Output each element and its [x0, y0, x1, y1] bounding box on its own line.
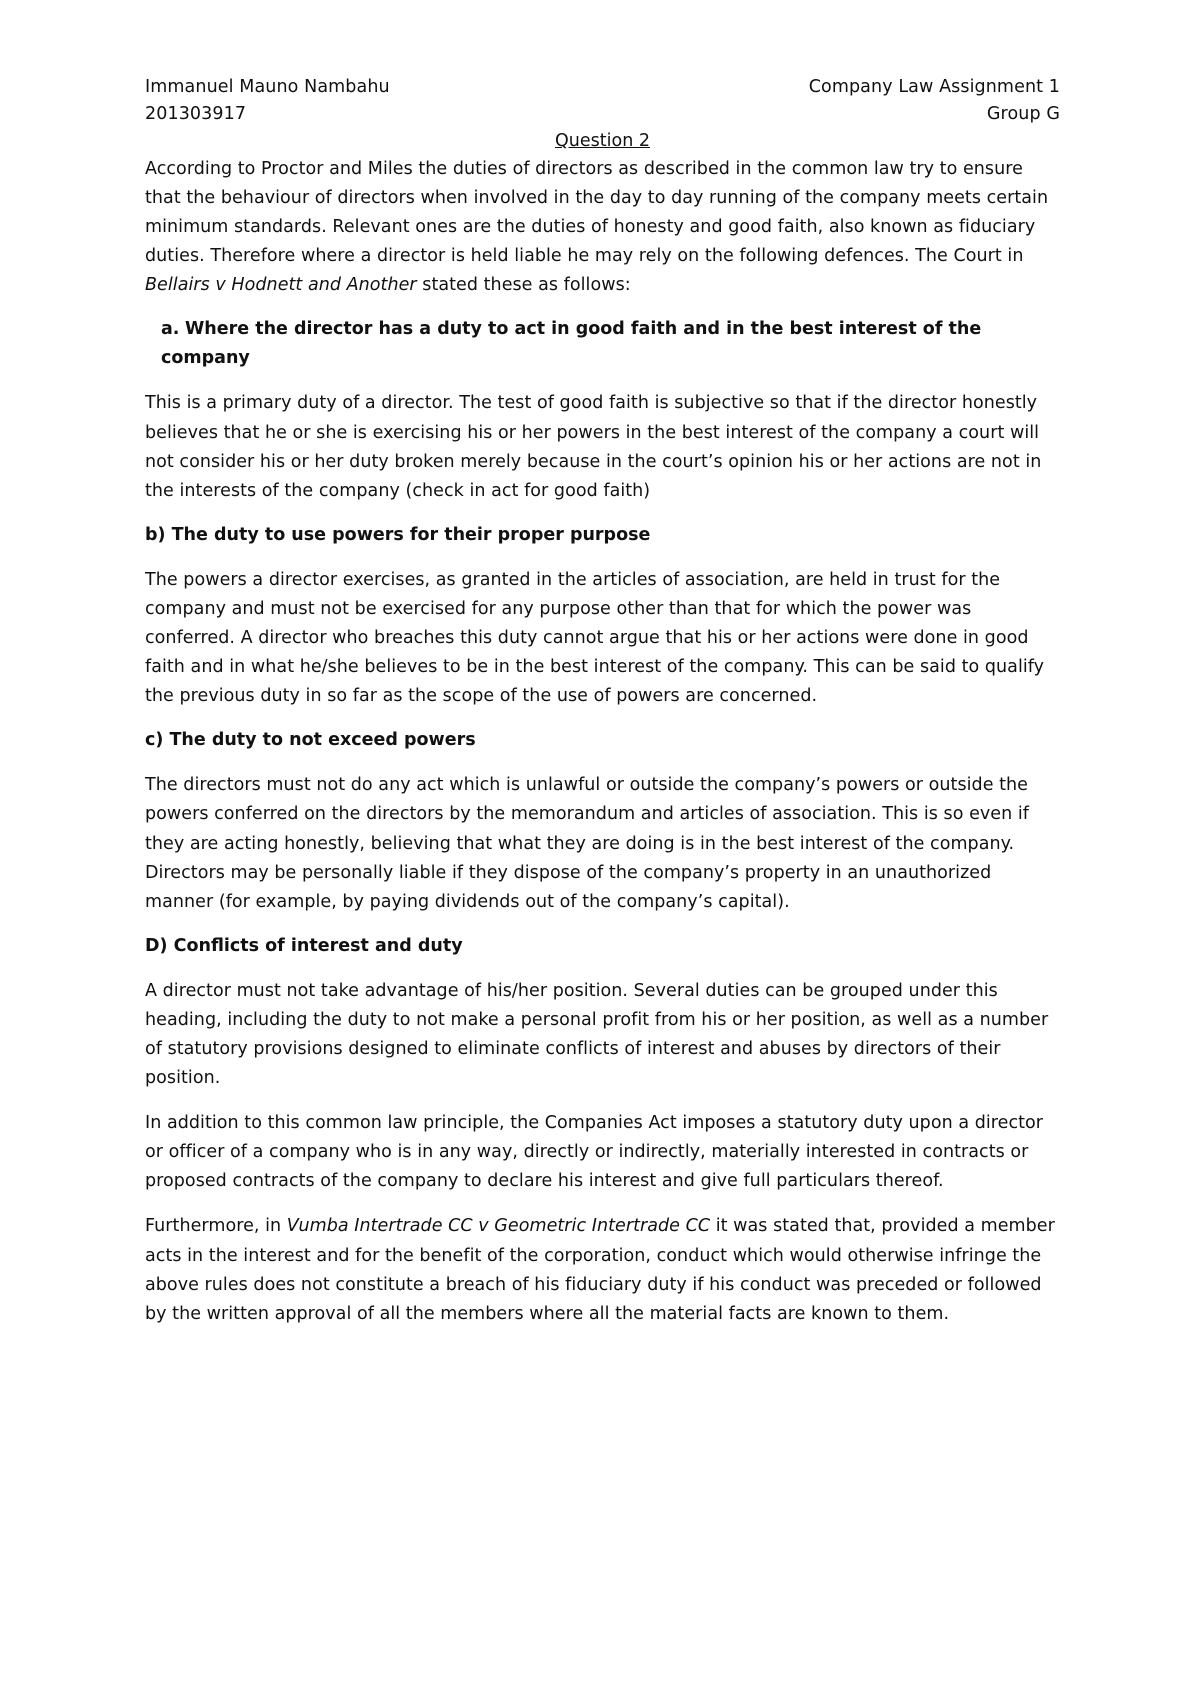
section-b-body: The powers a director exercises, as granted in the articles of association, are held in trust for the company and must not be exercised for any purpose other than that for which the power was conferred. A director who breaches this duty cannot argue that his or her actions were done in good faith and in what he/she believes to be in the best interest of the company. This can be said to qualify the previous duty in so far as the scope of the use of powers are concerned. [145, 569, 1045, 707]
header-line-1 [145, 74, 1060, 101]
intro-paragraph [145, 155, 1060, 300]
header-line-2 [145, 101, 1060, 128]
section-a-body: This is a primary duty of a director. The test of good faith is subjective so that if the director honestly believes that he or she is exercising his or her powers in the best interest of the company a court will not consider his or her duty broken merely because in the court’s opinion his or her actions are not in the interests of the company (check in act for good faith) [145, 393, 1042, 501]
section-d-body-3-text-1: Furthermore, in [145, 1216, 287, 1237]
section-c-heading: c) The duty to not exceed powers [145, 730, 476, 751]
section-c-body: The directors must not do any act which is unlawful or outside the company’s powers or outside the powers conferred on the directors by the memorandum and articles of association. This is so even if they are acting honestly, believing that what they are doing is in the best interest of the company. Directors may be personally liable if they dispose of the company’s property in an unauthorized manner (for example, by paying dividends out of the company’s capital). [145, 775, 1029, 912]
section-b-heading: b) The duty to use powers for their proper purpose [145, 524, 651, 545]
section-d-heading: D) Conflicts of interest and duty [145, 935, 463, 956]
intro-text-1: According to Proctor and Miles the duties of directors as described in the common law try to ensure that the behaviour of directors when involved in the day to day running of the company meets certain minimum standards. Relevant ones are the duties of honesty and good faith, also known as fiduciary duties. Therefore where a director is held liable he may rely on the following defences. The Court in [145, 159, 1049, 267]
section-d-body-3 [145, 1212, 1060, 1328]
question-title: Question 2 [555, 131, 650, 151]
document-page [145, 74, 1060, 1329]
section-a-marker: a. [161, 319, 180, 340]
section-d-body-1: A director must not take advantage of his/her position. Several duties can be grouped under this heading, including the duty to not make a personal profit from his or her position, as well as a number of statutory provisions designed to eliminate conflicts of interest and abuses by directors of their position. [145, 980, 1049, 1089]
section-d-body-3-text-2: it was stated that, provided a member acts in the interest and for the benefit of the corporation, conduct which would otherwise infringe the above rules does not constitute a breach of his fiduciary duty if his conduct was preceded or followed by the written approval of all the members where all the material facts are known to them. [145, 1216, 1055, 1324]
section-d-case-name: Vumba Intertrade CC v Geometric Intertrade CC [286, 1216, 711, 1237]
section-a-heading-text: Where the director has a duty to act in good faith and in the best interest of the company [161, 319, 982, 369]
section-d-body-2: In addition to this common law principle, the Companies Act imposes a statutory duty upon a director or officer of a company who is in any way, directly or indirectly, materially interested in contracts or proposed contracts of the company to declare his interest and give full particulars thereof. [145, 1113, 1044, 1192]
student-number: 201303917 [145, 104, 247, 124]
section-a-heading [145, 315, 1060, 373]
intro-case-name: Bellairs v Hodnett and Another [145, 275, 417, 296]
course-title: Company Law Assignment 1 [808, 77, 1060, 97]
group-label: Group G [986, 104, 1060, 124]
author-name: Immanuel Mauno Nambahu [145, 77, 390, 97]
intro-text-2: stated these as follows: [416, 275, 631, 296]
